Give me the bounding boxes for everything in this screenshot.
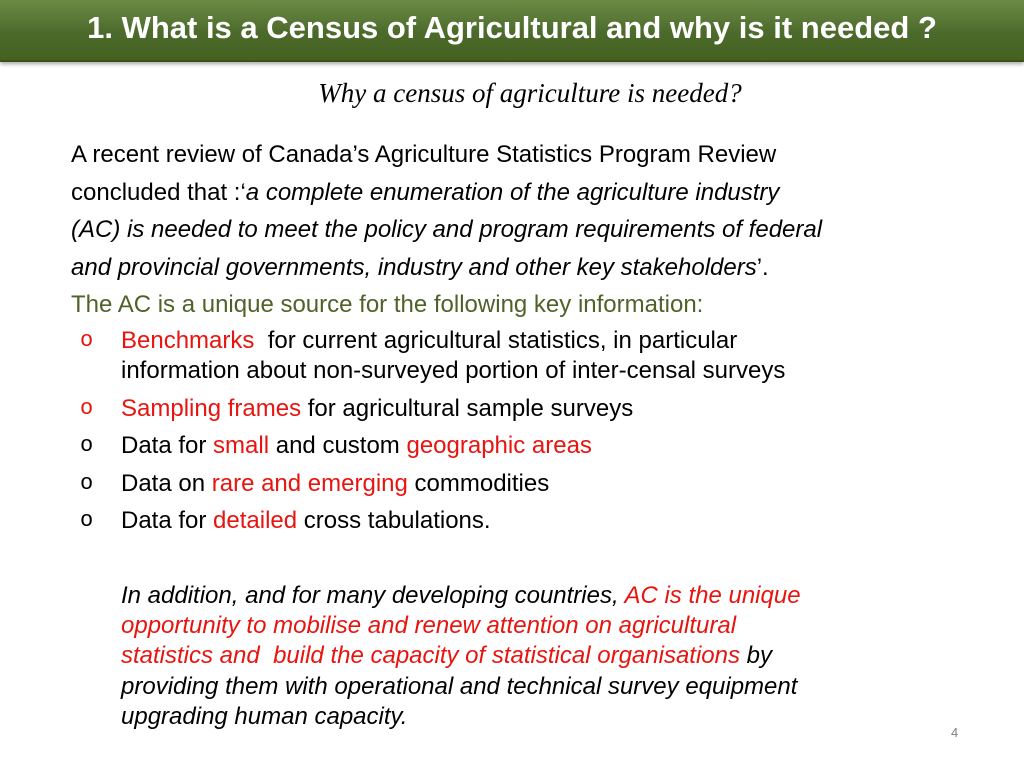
highlight-text: Sampling frames [121, 394, 302, 422]
list-item-rare-commodities [76, 469, 976, 499]
item-text: Data on [121, 469, 212, 497]
intro-line-2 [71, 174, 971, 212]
addition-line-5: upgrading human capacity. [121, 702, 408, 730]
addition-highlight: statistics and build the capacity of statistical organisations [121, 642, 740, 670]
highlight-text: detailed [213, 507, 298, 534]
intro-line-3 [71, 211, 971, 249]
item-text-continued: information about non-surveyed portion of inter-censal surveys [121, 357, 786, 384]
item-text: for current agricultural statistics, in particular [254, 327, 738, 354]
intro-line-4-quote: and provincial governments, industry and other key stakeholders [71, 253, 757, 281]
list-item-sampling-frames [76, 394, 976, 424]
intro-line-2-quote: a complete enumeration of the agriculture industry [245, 178, 780, 206]
addition-line-4: providing them with operational and technical survey equipment [121, 672, 798, 700]
intro-line-3-quote: (AC) is needed to meet the policy and program requirements of federal [71, 216, 823, 243]
item-text: commodities [407, 469, 550, 497]
bullet-marker: o [80, 433, 94, 458]
intro-line-5: The AC is a unique source for the following key information: [71, 291, 704, 318]
bullet-marker: o [80, 508, 94, 533]
intro-line-4-end: ’. [756, 253, 769, 281]
addition-line-1 [121, 581, 981, 611]
highlight-text: geographic areas [406, 432, 592, 459]
addition-text: by [739, 642, 772, 670]
key-information-list [76, 326, 976, 536]
highlight-text: small [213, 432, 270, 459]
intro-line-1: A recent review of Canada’s Agriculture Statistics Program Review [71, 141, 777, 168]
addition-paragraph [121, 581, 981, 732]
addition-text: In addition, and for many developing countries, [121, 582, 625, 609]
bullet-marker: o [80, 328, 94, 353]
item-text: Data for [121, 432, 214, 459]
slide-subtitle: Why a census of agriculture is needed? [318, 78, 742, 108]
addition-highlight: AC is the unique [624, 582, 801, 609]
bullet-marker: o [80, 395, 94, 421]
highlight-text: rare and emerging [211, 469, 408, 497]
addition-line-3 [121, 641, 981, 671]
intro-line-4 [71, 249, 971, 287]
item-text: for agricultural sample surveys [301, 394, 634, 422]
item-text: and custom [269, 432, 407, 459]
addition-line-2: opportunity to mobilise and renew attention on agricultural [121, 612, 737, 640]
page-number: 4 [951, 725, 959, 740]
intro-paragraph [71, 136, 971, 324]
list-item-cross-tabulations [76, 506, 976, 536]
intro-line-2-plain: concluded that :‘ [71, 178, 246, 206]
title-bar [0, 0, 1024, 62]
list-item-small-areas [76, 431, 976, 461]
list-item-benchmarks [76, 326, 976, 386]
slide-title: 1. What is a Census of Agricultural and why is it needed ? [87, 10, 937, 45]
item-text: cross tabulations. [297, 507, 491, 534]
highlight-text: Benchmarks [121, 327, 255, 354]
item-text: Data for [121, 507, 214, 534]
bullet-marker: o [80, 470, 94, 496]
